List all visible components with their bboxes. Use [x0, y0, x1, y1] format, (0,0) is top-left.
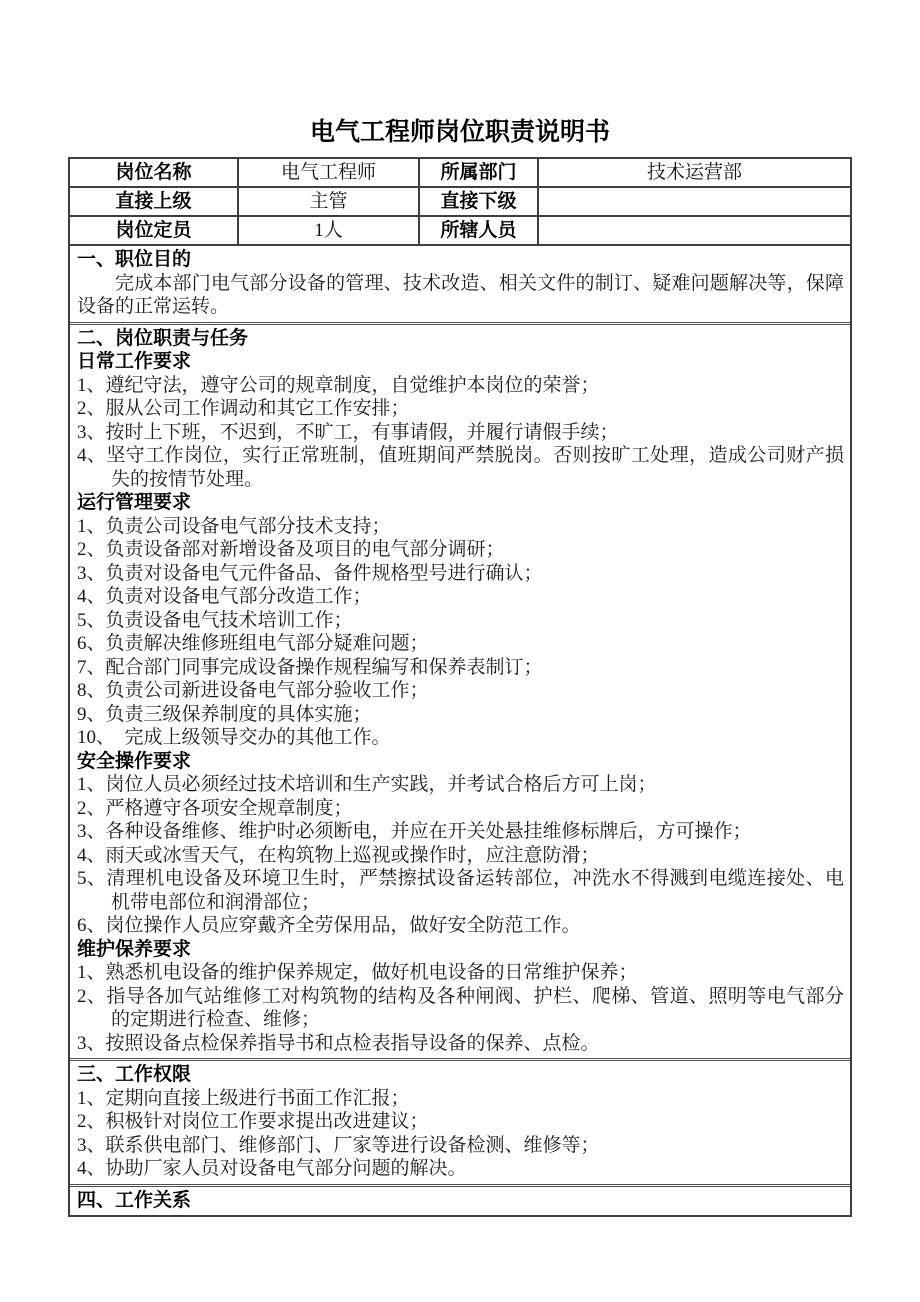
list-item: 6、负责解决维修班组电气部分疑难问题；: [77, 633, 429, 654]
list-item: 4、负责对设备电气部分改造工作；: [77, 586, 372, 607]
list-item: 2、严格遵守各项安全规章制度；: [77, 797, 353, 819]
safety-operation-list: [77, 773, 844, 938]
section-heading: 四、工作关系: [77, 1189, 192, 1211]
direct-superior-label: 直接上级: [70, 188, 239, 217]
list-item: 8、负责公司新进设备电气部分验收工作；: [77, 680, 429, 701]
headcount-value: 1人: [239, 217, 420, 246]
maintenance-list: [77, 961, 844, 1055]
list-item: 2、负责设备部对新增设备及项目的电气部分调研；: [77, 539, 505, 560]
list-item: 1、定期向直接上级进行书面工作汇报；: [77, 1087, 410, 1109]
work-authority-list: [77, 1087, 844, 1181]
list-item: 2、指导各加气站维修工对构筑物的结构及各种闸阀、护栏、爬梯、管道、照明等电气部分的定期进行检查、维修；: [77, 985, 844, 1030]
section-position-purpose: [70, 246, 850, 322]
list-item: 2、积极针对岗位工作要求提出改进建议；: [77, 1111, 429, 1132]
section-heading: 二、岗位职责与任务: [77, 327, 249, 349]
document-title: 电气工程师岗位职责说明书: [309, 118, 610, 146]
section-heading: 三、工作权限: [77, 1064, 192, 1085]
section-work-relations: [70, 1184, 850, 1216]
managed-staff-label: 所辖人员: [420, 217, 539, 246]
purpose-paragraph: 完成本部门电气部分设备的管理、技术改造、相关文件的制订、疑难问题解决等，保障设备的正常运转。: [77, 272, 844, 317]
header-info-table: [70, 159, 850, 246]
position-name-label: 岗位名称: [70, 159, 239, 188]
list-item: 3、各种设备维修、维护时必须断电，并应在开关处悬挂维修标牌后，方可操作；: [77, 821, 752, 842]
maintenance-heading: 维护保养要求: [77, 938, 192, 960]
section-heading: 一、职位目的: [77, 249, 192, 270]
list-item: 4、雨天或冰雪天气，在构筑物上巡视或操作时，应注意防滑；: [77, 844, 600, 866]
list-item: 5、负责设备电气技术培训工作；: [77, 609, 353, 631]
daily-work-list: [77, 374, 844, 492]
direct-subordinate-label: 直接下级: [420, 188, 539, 217]
list-item: 7、配合部门同事完成设备操作规程编写和保养表制订；: [77, 656, 543, 678]
job-description-table: [68, 157, 852, 1217]
headcount-label: 岗位定员: [70, 217, 239, 246]
list-item: 4、协助厂家人员对设备电气部分问题的解决。: [77, 1158, 467, 1179]
list-item: 1、负责公司设备电气部分技术支持；: [77, 515, 391, 537]
direct-superior-value: 主管: [239, 188, 420, 217]
list-item: 5、清理机电设备及环境卫生时，严禁擦拭设备运转部位，冲洗水不得溅到电缆连接处、电机带电部位和润滑部位；: [77, 868, 844, 913]
list-item: 9、负责三级保养制度的具体实施；: [77, 703, 372, 725]
position-name-value: 电气工程师: [239, 159, 420, 188]
list-item: 6、岗位操作人员应穿戴齐全劳保用品，做好安全防范工作。: [77, 915, 581, 936]
list-item: 3、负责对设备电气元件备品、备件规格型号进行确认；: [77, 562, 543, 584]
list-item: 3、按照设备点检保养指导书和点检表指导设备的保养、点检。: [77, 1032, 600, 1054]
operation-management-heading: 运行管理要求: [77, 492, 192, 513]
list-item: 4、坚守工作岗位，实行正常班制，值班期间严禁脱岗。否则按旷工处理，造成公司财产损失的按情节处理。: [77, 445, 844, 490]
section-work-authority: [70, 1058, 850, 1184]
managed-staff-value: [539, 217, 850, 246]
direct-subordinate-value: [539, 188, 850, 217]
list-item: 3、按时上下班，不迟到，不旷工，有事请假，并履行请假手续；: [77, 421, 619, 443]
list-item: 1、岗位人员必须经过技术培训和生产实践，并考试合格后方可上岗；: [77, 774, 657, 795]
list-item: 10、 完成上级领导交办的其他工作。: [77, 727, 391, 748]
list-item: 1、遵纪守法，遵守公司的规章制度，自觉维护本岗位的荣誉；: [77, 374, 600, 396]
department-label: 所属部门: [420, 159, 539, 188]
daily-work-heading: 日常工作要求: [77, 351, 192, 372]
list-item: 1、熟悉机电设备的维护保养规定，做好机电设备的日常维护保养；: [77, 962, 638, 983]
section-duties-tasks: [70, 322, 850, 1059]
safety-operation-heading: 安全操作要求: [77, 750, 192, 772]
list-item: 2、服从公司工作调动和其它工作安排；: [77, 398, 410, 419]
department-value: 技术运营部: [539, 159, 850, 188]
operation-management-list: [77, 515, 844, 750]
list-item: 3、联系供电部门、维修部门、厂家等进行设备检测、维修等；: [77, 1134, 600, 1156]
